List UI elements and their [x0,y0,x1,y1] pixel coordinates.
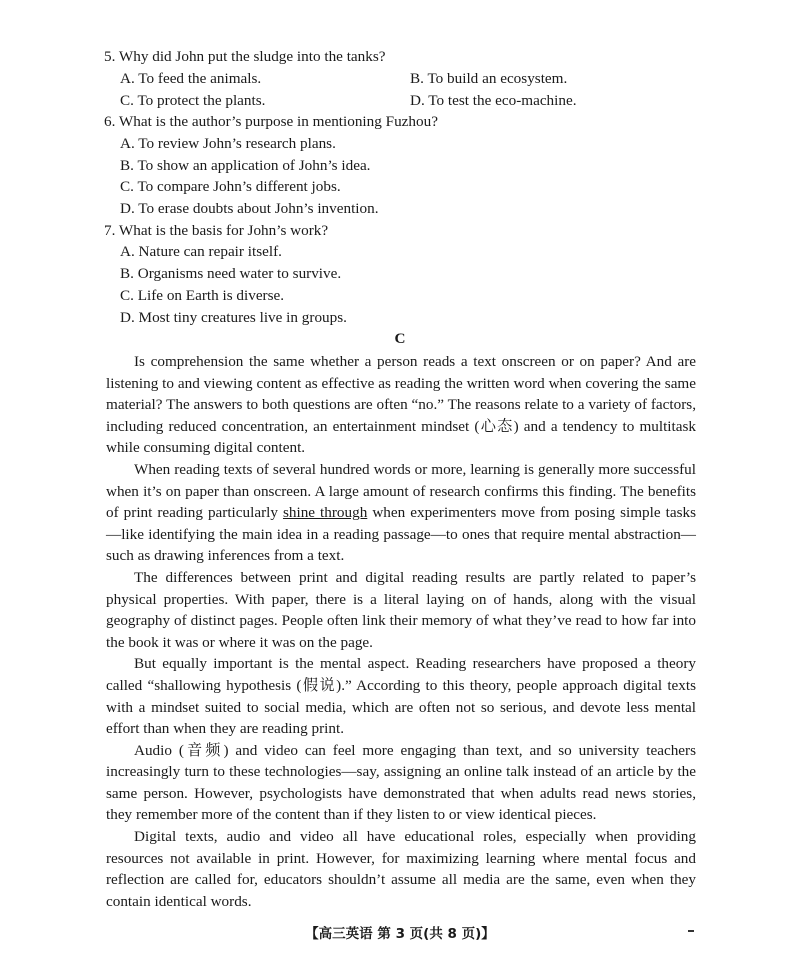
passage-paragraph-3: The differences between print and digital reading results are partly related to paper’s physical properties. With paper, there is a literal laying on of hands, along with the visual geography of distinct pages. People often link their memory of what they’ve read to how far into the book it was or where it was on the page. [106,568,696,651]
question-5-stem: 5. Why did John put the sludge into the tanks? [104,48,386,65]
question-6-option-c: C. To compare John’s different jobs. [120,178,341,195]
question-6-option-b: B. To show an application of John’s idea. [120,157,371,174]
passage-paragraph-2-start: When reading texts of several hundred words or more, learning is generally more successful when it’s on paper than onscreen. A large amount of research confirms this finding. The benefits of print reading particularly [106,460,696,522]
passage-paragraph-5: Audio (音频) and video can feel more engaging than text, and so university teachers increasingly turn to these technologies—say, assigning an online talk instead of an article by the same person. However, psychologists have demonstrated that when adults read news stories, they remember more of the content than if they listen to or view identical pieces. [106,741,696,824]
question-7-option-d: D. Most tiny creatures live in groups. [120,309,347,326]
reading-passage [106,351,696,912]
question-6-option-a: A. To review John’s research plans. [120,135,336,152]
question-6-option-d: D. To erase doubts about John’s invention. [120,200,379,217]
question-5-option-d: D. To test the eco-machine. [410,92,577,109]
question-5-option-a: A. To feed the animals. [120,70,262,87]
passage-paragraph-2 [106,459,696,567]
page-footer: 【高三英语 第 3 页(共 8 页)】 [305,926,495,942]
question-5-option-c: C. To protect the plants. [120,92,266,109]
passage-paragraph-1: Is comprehension the same whether a person reads a text onscreen or on paper? And are listening to and viewing content as effective as reading the written word when covering the same material? The answers to both questions are often “no.” The reasons relate to a variety of factors, including reduced concentration, an entertainment mindset (心态) and a tendency to multitask while consuming digital content. [106,353,696,457]
passage-paragraph-2-end: when experimenters move from posing simple tasks—like identifying the main idea in a reading passage—to ones that require mental abstraction—such as drawing inferences from a text. [106,504,697,565]
question-7-stem: 7. What is the basis for John’s work? [104,222,329,239]
question-6-stem: 6. What is the author’s purpose in mentioning Fuzhou? [104,113,438,130]
question-7-option-c: C. Life on Earth is diverse. [120,287,285,304]
question-7-option-a: A. Nature can repair itself. [120,243,282,260]
question-5-option-b: B. To build an ecosystem. [410,70,568,87]
passage-paragraph-4: But equally important is the mental aspect. Reading researchers have proposed a theory called “shallowing hypothesis (假说).” According to this theory, people approach digital texts with a mindset suited to social media, which are often not so serious, and devote less mental effort than when they are reading print. [106,655,696,738]
corner-mark [688,930,694,932]
section-label: C [394,330,406,347]
passage-paragraph-6: Digital texts, audio and video all have educational roles, especially when providing resources not available in print. However, for maximizing learning where mental focus and reflection are called for, educators shouldn’t assume all media are the same, even when they contain identical words. [106,828,696,910]
question-7-option-b: B. Organisms need water to survive. [120,265,342,282]
underlined-phrase: shine through [282,504,368,522]
